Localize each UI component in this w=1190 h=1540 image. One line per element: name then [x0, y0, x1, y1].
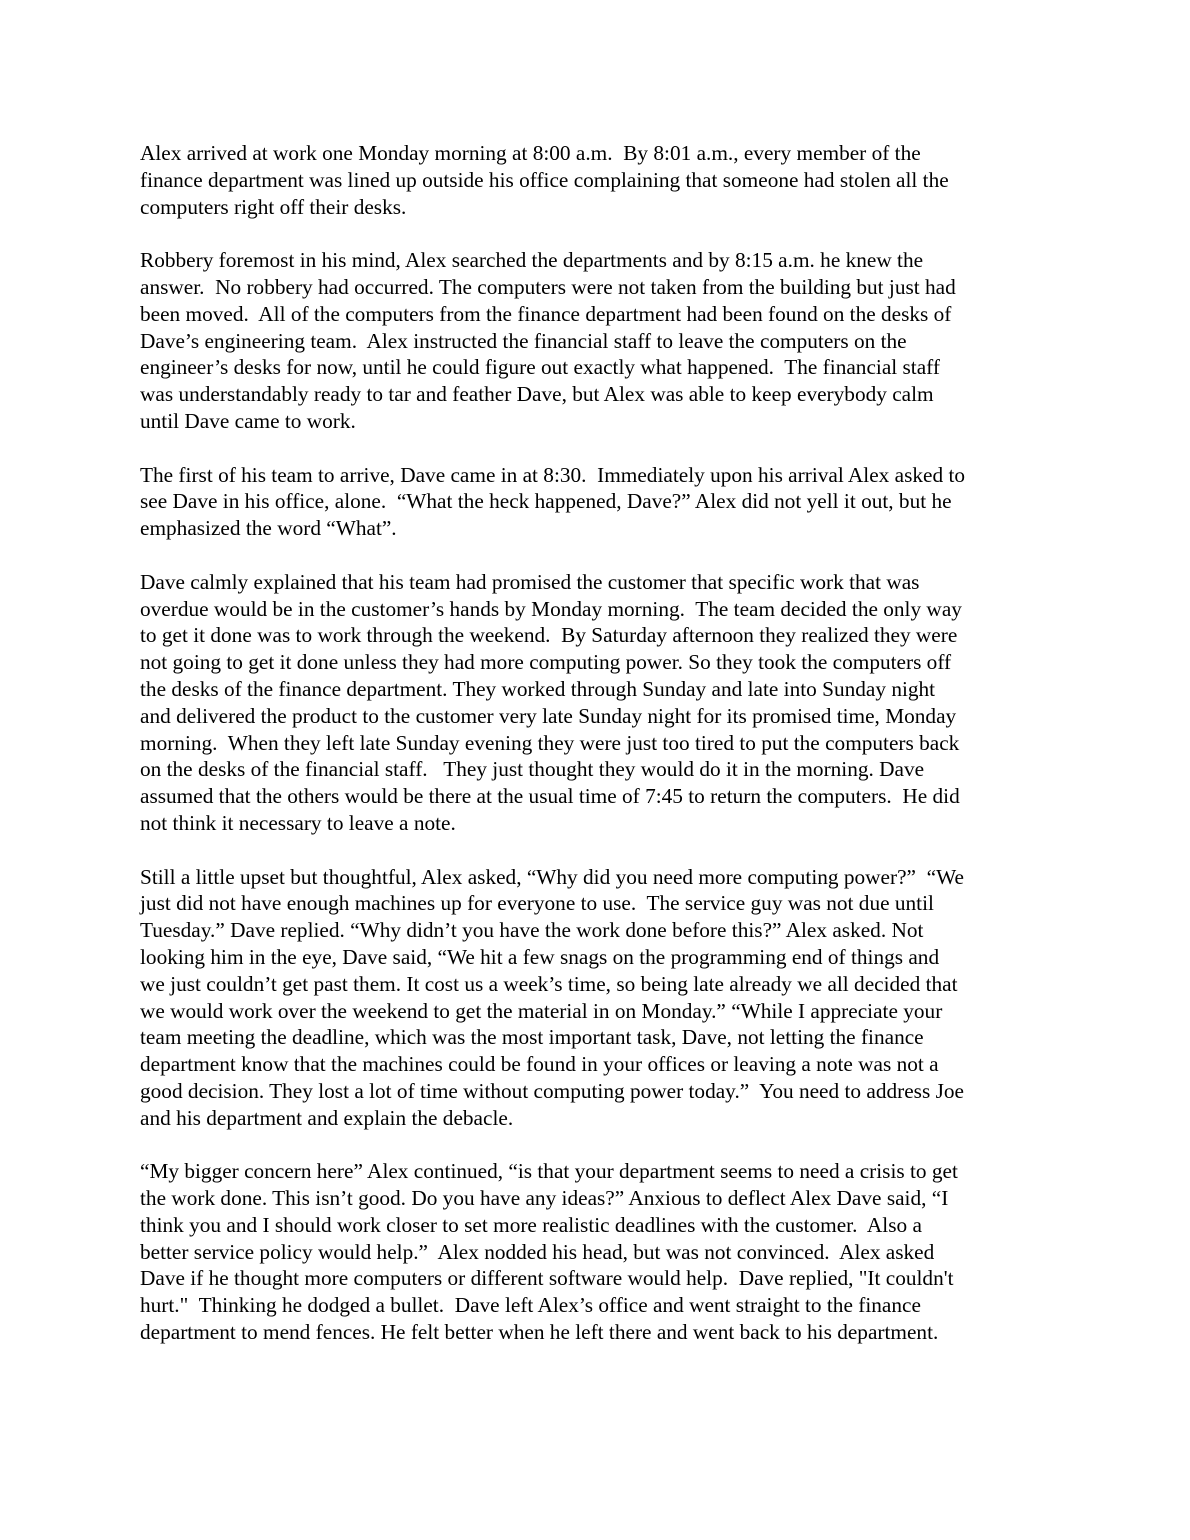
text-line: the desks of the finance department. They worked through Sunday and late into Sunday night: [140, 676, 936, 701]
text-line: the work done. This isn’t good. Do you have any ideas?” Anxious to deflect Alex Dave said, “I: [140, 1186, 949, 1211]
text-line: department to mend fences. He felt better when he left there and went back to his department.: [140, 1320, 939, 1345]
text-line: Robbery foremost in his mind, Alex searched the departments and by 8:15 a.m. he knew the: [140, 248, 924, 273]
text-line: computers right off their desks.: [140, 194, 407, 219]
text-line: Dave if he thought more computers or different software would help. Dave replied, "It couldn't: [140, 1266, 954, 1291]
text-line: see Dave in his office, alone. “What the heck happened, Dave?” Alex did not yell it out, but he: [140, 489, 952, 514]
text-line: Tuesday.” Dave replied. “Why didn’t you have the work done before this?” Alex asked. Not: [140, 918, 924, 943]
text-line: and delivered the product to the customer very late Sunday night for its promised time, Monday: [140, 703, 957, 728]
text-line: on the desks of the financial staff. They just thought they would do it in the morning. Dave: [140, 757, 925, 782]
text-line: emphasized the word “What”.: [140, 516, 397, 541]
text-line: we would work over the weekend to get the material in on Monday.” “While I appreciate your: [140, 998, 943, 1023]
text-line: been moved. All of the computers from the finance department had been found on the desks of: [140, 301, 952, 326]
text-line: Alex arrived at work one Monday morning at 8:00 a.m. By 8:01 a.m., every member of the: [140, 141, 921, 165]
text-line: not think it necessary to leave a note.: [140, 810, 456, 835]
text-line: The first of his team to arrive, Dave came in at 8:30. Immediately upon his arrival Alex asked to: [140, 462, 966, 487]
paragraph-6: [140, 1158, 1052, 1346]
text-line: think you and I should work closer to set more realistic deadlines with the customer. Also a: [140, 1212, 922, 1237]
text-line: just did not have enough machines up for everyone to use. The service guy was not due until: [140, 891, 934, 916]
text-line: “My bigger concern here” Alex continued, “is that your department seems to need a crisis to get: [140, 1159, 958, 1184]
text-line: good decision. They lost a lot of time without computing power today.” You need to address Joe: [140, 1078, 964, 1103]
text-line: was understandably ready to tar and feather Dave, but Alex was able to keep everybody calm: [140, 382, 934, 407]
text-line: Dave’s engineering team. Alex instructed the financial staff to leave the computers on the: [140, 328, 907, 353]
text-line: team meeting the deadline, which was the most important task, Dave, not letting the finance: [140, 1025, 924, 1050]
text-line: morning. When they left late Sunday evening they were just too tired to put the computers back: [140, 730, 960, 755]
paragraph-4: [140, 569, 1052, 837]
text-line: until Dave came to work.: [140, 408, 356, 433]
text-line: hurt." Thinking he dodged a bullet. Dave left Alex’s office and went straight to the finance: [140, 1293, 921, 1318]
paragraph-3: [140, 462, 1052, 542]
text-line: finance department was lined up outside his office complaining that someone had stolen all the: [140, 167, 949, 192]
text-line: looking him in the eye, Dave said, “We hit a few snags on the programming end of things and: [140, 944, 940, 969]
text-line: and his department and explain the debacle.: [140, 1105, 514, 1130]
text-line: not going to get it done unless they had more computing power. So they took the computers off: [140, 650, 952, 675]
text-line: to get it done was to work through the weekend. By Saturday afternoon they realized they were: [140, 623, 958, 648]
document-body: [140, 140, 1052, 1373]
text-line: we just couldn’t get past them. It cost us a week’s time, so being late already we all decided that: [140, 971, 958, 996]
text-line: Still a little upset but thoughtful, Alex asked, “Why did you need more computing power?” “We: [140, 864, 964, 889]
text-line: overdue would be in the customer’s hands by Monday morning. The team decided the only way: [140, 596, 962, 621]
paragraph-1: [140, 140, 1052, 220]
text-line: department know that the machines could be found in your offices or leaving a note was not a: [140, 1052, 939, 1077]
text-line: better service policy would help.” Alex nodded his head, but was not convinced. Alex asked: [140, 1239, 935, 1264]
paragraph-2: [140, 247, 1052, 435]
text-line: assumed that the others would be there at the usual time of 7:45 to return the computers. He did: [140, 784, 960, 809]
text-line: Dave calmly explained that his team had promised the customer that specific work that was: [140, 569, 920, 594]
paragraph-5: [140, 864, 1052, 1132]
text-line: engineer’s desks for now, until he could figure out exactly what happened. The financial staff: [140, 355, 940, 380]
text-line: answer. No robbery had occurred. The computers were not taken from the building but just had: [140, 274, 956, 299]
